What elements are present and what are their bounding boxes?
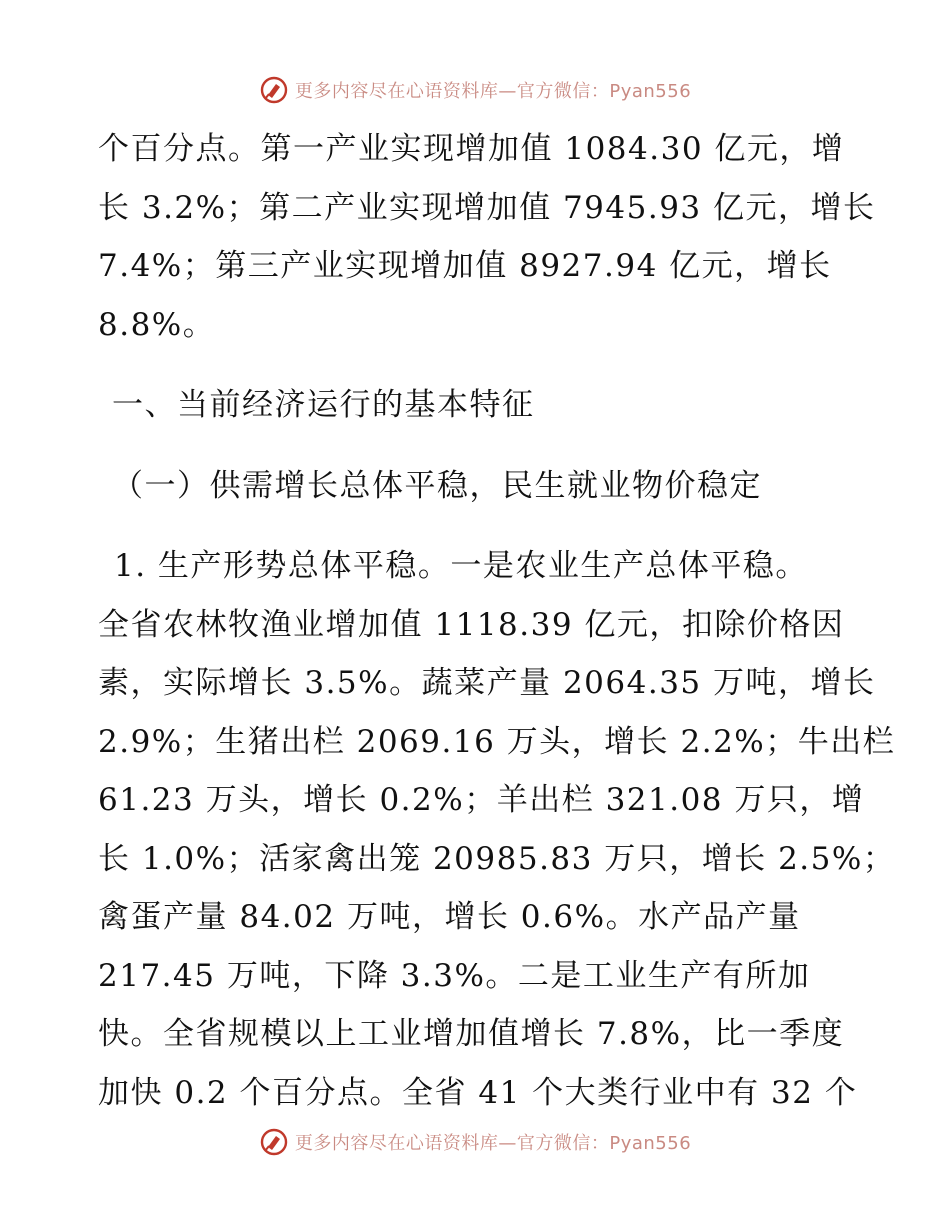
document-body bbox=[98, 120, 896, 1122]
body-line: 8.8%。 bbox=[98, 306, 216, 343]
paragraph-line: 加快 0.2 个百分点。全省 41 个大类行业中有 32 个 bbox=[98, 1074, 858, 1111]
paragraph-line: 长 1.0%；活家禽出笼 20985.83 万只，增长 2.5%； bbox=[98, 840, 896, 877]
watermark-header bbox=[0, 72, 950, 108]
paragraph-line: 全省农林牧渔业增加值 1118.39 亿元，扣除价格因 bbox=[98, 606, 845, 643]
section-heading: 一、当前经济运行的基本特征 bbox=[112, 387, 535, 423]
paragraph-line: 快。全省规模以上工业增加值增长 7.8%，比一季度 bbox=[98, 1016, 845, 1052]
body-line: 7.4%；第三产业实现增加值 8927.94 亿元，增长 bbox=[98, 248, 832, 284]
paragraph-line: 2.9%；生猪出栏 2069.16 万头，增长 2.2%；牛出栏 bbox=[98, 723, 896, 760]
body-line: 个百分点。第一产业实现增加值 1084.30 亿元，增 bbox=[98, 131, 845, 167]
paragraph-line: 1. 生产形势总体平稳。一是农业生产总体平稳。 bbox=[114, 548, 808, 584]
watermark-logo-icon bbox=[259, 75, 289, 105]
watermark-text: 更多内容尽在心语资料库—官方微信：Pyan556 bbox=[294, 1133, 692, 1154]
paragraph-line: 禽蛋产量 84.02 万吨，增长 0.6%。水产品产量 bbox=[98, 899, 801, 935]
watermark-footer bbox=[0, 1124, 950, 1160]
paragraph-line: 素，实际增长 3.5%。蔬菜产量 2064.35 万吨，增长 bbox=[98, 665, 876, 701]
paragraph-line: 217.45 万吨，下降 3.3%。二是工业生产有所加 bbox=[98, 957, 811, 994]
body-line: 长 3.2%；第二产业实现增加值 7945.93 亿元，增长 bbox=[98, 189, 876, 226]
subsection-heading: （一）供需增长总体平稳，民生就业物价稳定 bbox=[112, 467, 762, 504]
watermark-logo-icon bbox=[259, 1127, 289, 1157]
paragraph-line: 61.23 万头，增长 0.2%；羊出栏 321.08 万只，增 bbox=[98, 782, 865, 818]
watermark-text: 更多内容尽在心语资料库—官方微信：Pyan556 bbox=[294, 81, 692, 102]
